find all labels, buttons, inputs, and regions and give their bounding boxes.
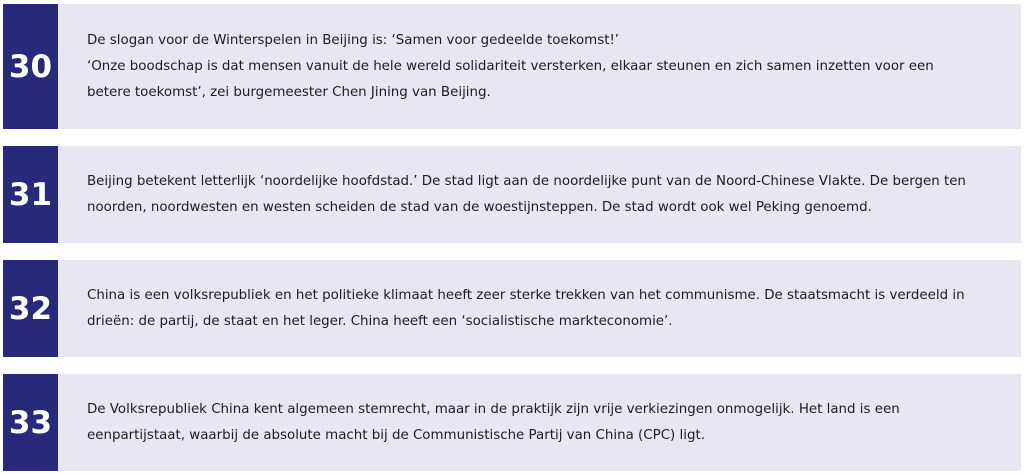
fact-number: 32	[3, 260, 58, 357]
fact-line: noorden, noordwesten en westen scheiden de stad van de woestijnsteppen. De stad wordt ook wel Peking genoemd.	[87, 199, 872, 215]
fact-line: eenpartijstaat, waarbij de absolute macht bij de Communistische Partij van China (CPC) ligt.	[87, 427, 705, 443]
fact-number: 31	[3, 146, 58, 243]
fact-number: 33	[3, 374, 58, 471]
fact-text	[58, 260, 985, 357]
fact-line: betere toekomst’, zei burgemeester Chen Jining van Beijing.	[87, 84, 491, 100]
fact-card-32	[3, 260, 1021, 357]
fact-card-31	[3, 146, 1021, 243]
fact-line: China is een volksrepubliek en het politieke klimaat heeft zeer sterke trekken van het communisme. De staatsmacht is verdeeld in	[87, 287, 965, 303]
fact-number: 30	[3, 4, 58, 129]
fact-card-33	[3, 374, 1021, 471]
fact-line: drieën: de partij, de staat en het leger. China heeft een ‘socialistische markteconomie’.	[87, 313, 673, 329]
fact-card-30	[3, 4, 1021, 129]
fact-line: De slogan voor de Winterspelen in Beijing is: ‘Samen voor gedeelde toekomst!’	[87, 32, 620, 48]
fact-text	[58, 146, 986, 243]
fact-text	[58, 4, 954, 129]
fact-line: De Volksrepubliek China kent algemeen stemrecht, maar in de praktijk zijn vrije verkiezingen onmogelijk. Het land is een	[87, 401, 900, 417]
fact-text	[58, 374, 920, 471]
fact-line: ‘Onze boodschap is dat mensen vanuit de hele wereld solidariteit versterken, elkaar steunen en zich samen inzetten voor een	[87, 58, 934, 74]
fact-line: Beijing betekent letterlijk ‘noordelijke hoofdstad.’ De stad ligt aan de noordelijke punt van de Noord-Chinese Vlakte. De bergen ten	[87, 173, 966, 189]
